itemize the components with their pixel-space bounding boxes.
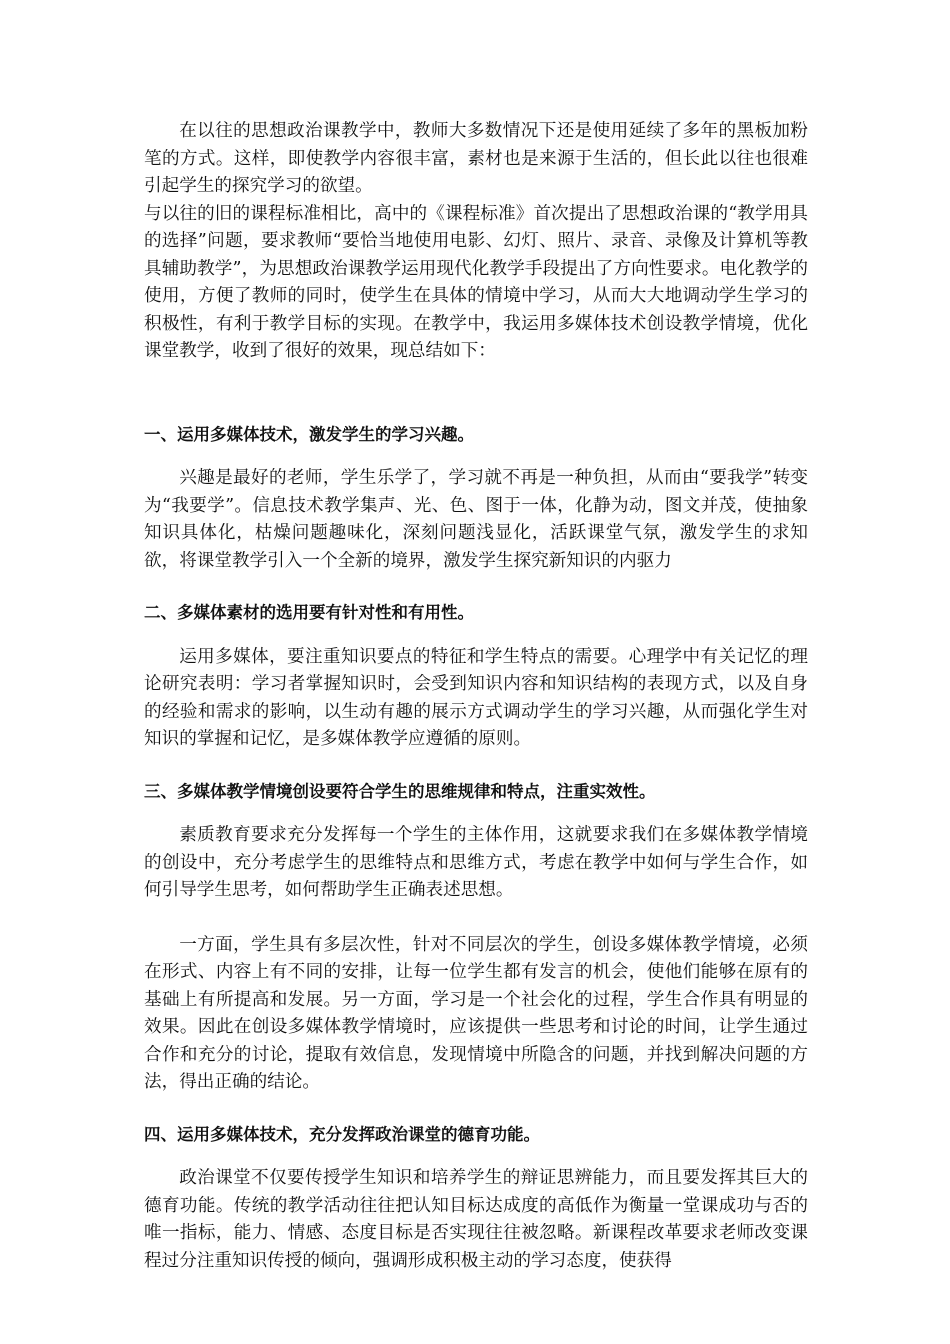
intro-paragraph-2: 与以往的旧的课程标准相比，高中的《课程标准》首次提出了思想政治课的“教学用具的选择”问题，要求教师“要恰当地使用电影、幻灯、照片、录音、录像及计算机等教具辅助教学”，为思想政治课教学运用现代化教学手段提出了方向性要求。电化教学的使用，方便了教师的同时，使学生在具体的情境中学习，从而大大地调动学生学习的积极性，有利于教学目标的实现。在教学中，我运用多媒体技术创设教学情境，优化课堂教学，收到了很好的效果，现总结如下： <box>144 203 808 361</box>
section-3-paragraph-1: 素质教育要求充分发挥每一个学生的主体作用，这就要求我们在多媒体教学情境的创设中，充分考虑学生的思维特点和思维方式，考虑在教学中如何与学生合作，如何引导学生思考，如何帮助学生正确表述思想。 <box>144 825 808 900</box>
section-3-heading: 三、多媒体教学情境创设要符合学生的思维规律和特点，注重实效性。 <box>144 781 656 801</box>
section-1-heading: 一、运用多媒体技术，激发学生的学习兴趣。 <box>144 424 474 444</box>
section-4-heading: 四、运用多媒体技术，充分发挥政治课堂的德育功能。 <box>144 1124 540 1144</box>
document-page <box>144 118 808 1275</box>
section-2-paragraph: 运用多媒体，要注重知识要点的特征和学生特点的需要。心理学中有关记忆的理论研究表明：学习者掌握知识时，会受到知识内容和知识结构的表现方式，以及自身的经验和需求的影响，以生动有趣的展示方式调动学生的学习兴趣，从而强化学生对知识的掌握和记忆，是多媒体教学应遵循的原则。 <box>144 646 808 749</box>
section-2-heading: 二、多媒体素材的选用要有针对性和有用性。 <box>144 603 474 622</box>
section-4-paragraph: 政治课堂不仅要传授学生知识和培养学生的辩证思辨能力，而且要发挥其巨大的德育功能。传统的教学活动往往把认知目标达成度的高低作为衡量一堂课成功与否的唯一指标，能力、情感、态度目标是否实现往往被忽略。新课程改革要求老师改变课程过分注重知识传授的倾向，强调形成积极主动的学习态度，使获得 <box>144 1168 808 1271</box>
intro-paragraph-1: 在以往的思想政治课教学中，教师大多数情况下还是使用延续了多年的黑板加粉笔的方式。这样，即使教学内容很丰富，素材也是来源于生活的，但长此以往也很难引起学生的探究学习的欲望。 <box>144 121 808 196</box>
section-1-paragraph: 兴趣是最好的老师，学生乐学了，学习就不再是一种负担，从而由“要我学”转变为“我要学”。信息技术教学集声、光、色、图于一体，化静为动，图文并茂，使抽象知识具体化，枯燥问题趣味化，深刻问题浅显化，活跃课堂气氛，激发学生的求知欲，将课堂教学引入一个全新的境界，激发学生探究新知识的内驱力 <box>144 468 808 571</box>
section-3-paragraph-2: 一方面，学生具有多层次性，针对不同层次的学生，创设多媒体教学情境，必须在形式、内容上有不同的安排，让每一位学生都有发言的机会，使他们能够在原有的基础上有所提高和发展。另一方面，学习是一个社会化的过程，学生合作具有明显的效果。因此在创设多媒体教学情境时，应该提供一些思考和讨论的时间，让学生通过合作和充分的讨论，提取有效信息，发现情境中所隐含的问题，并找到解决问题的方法，得出正确的结论。 <box>144 934 808 1092</box>
